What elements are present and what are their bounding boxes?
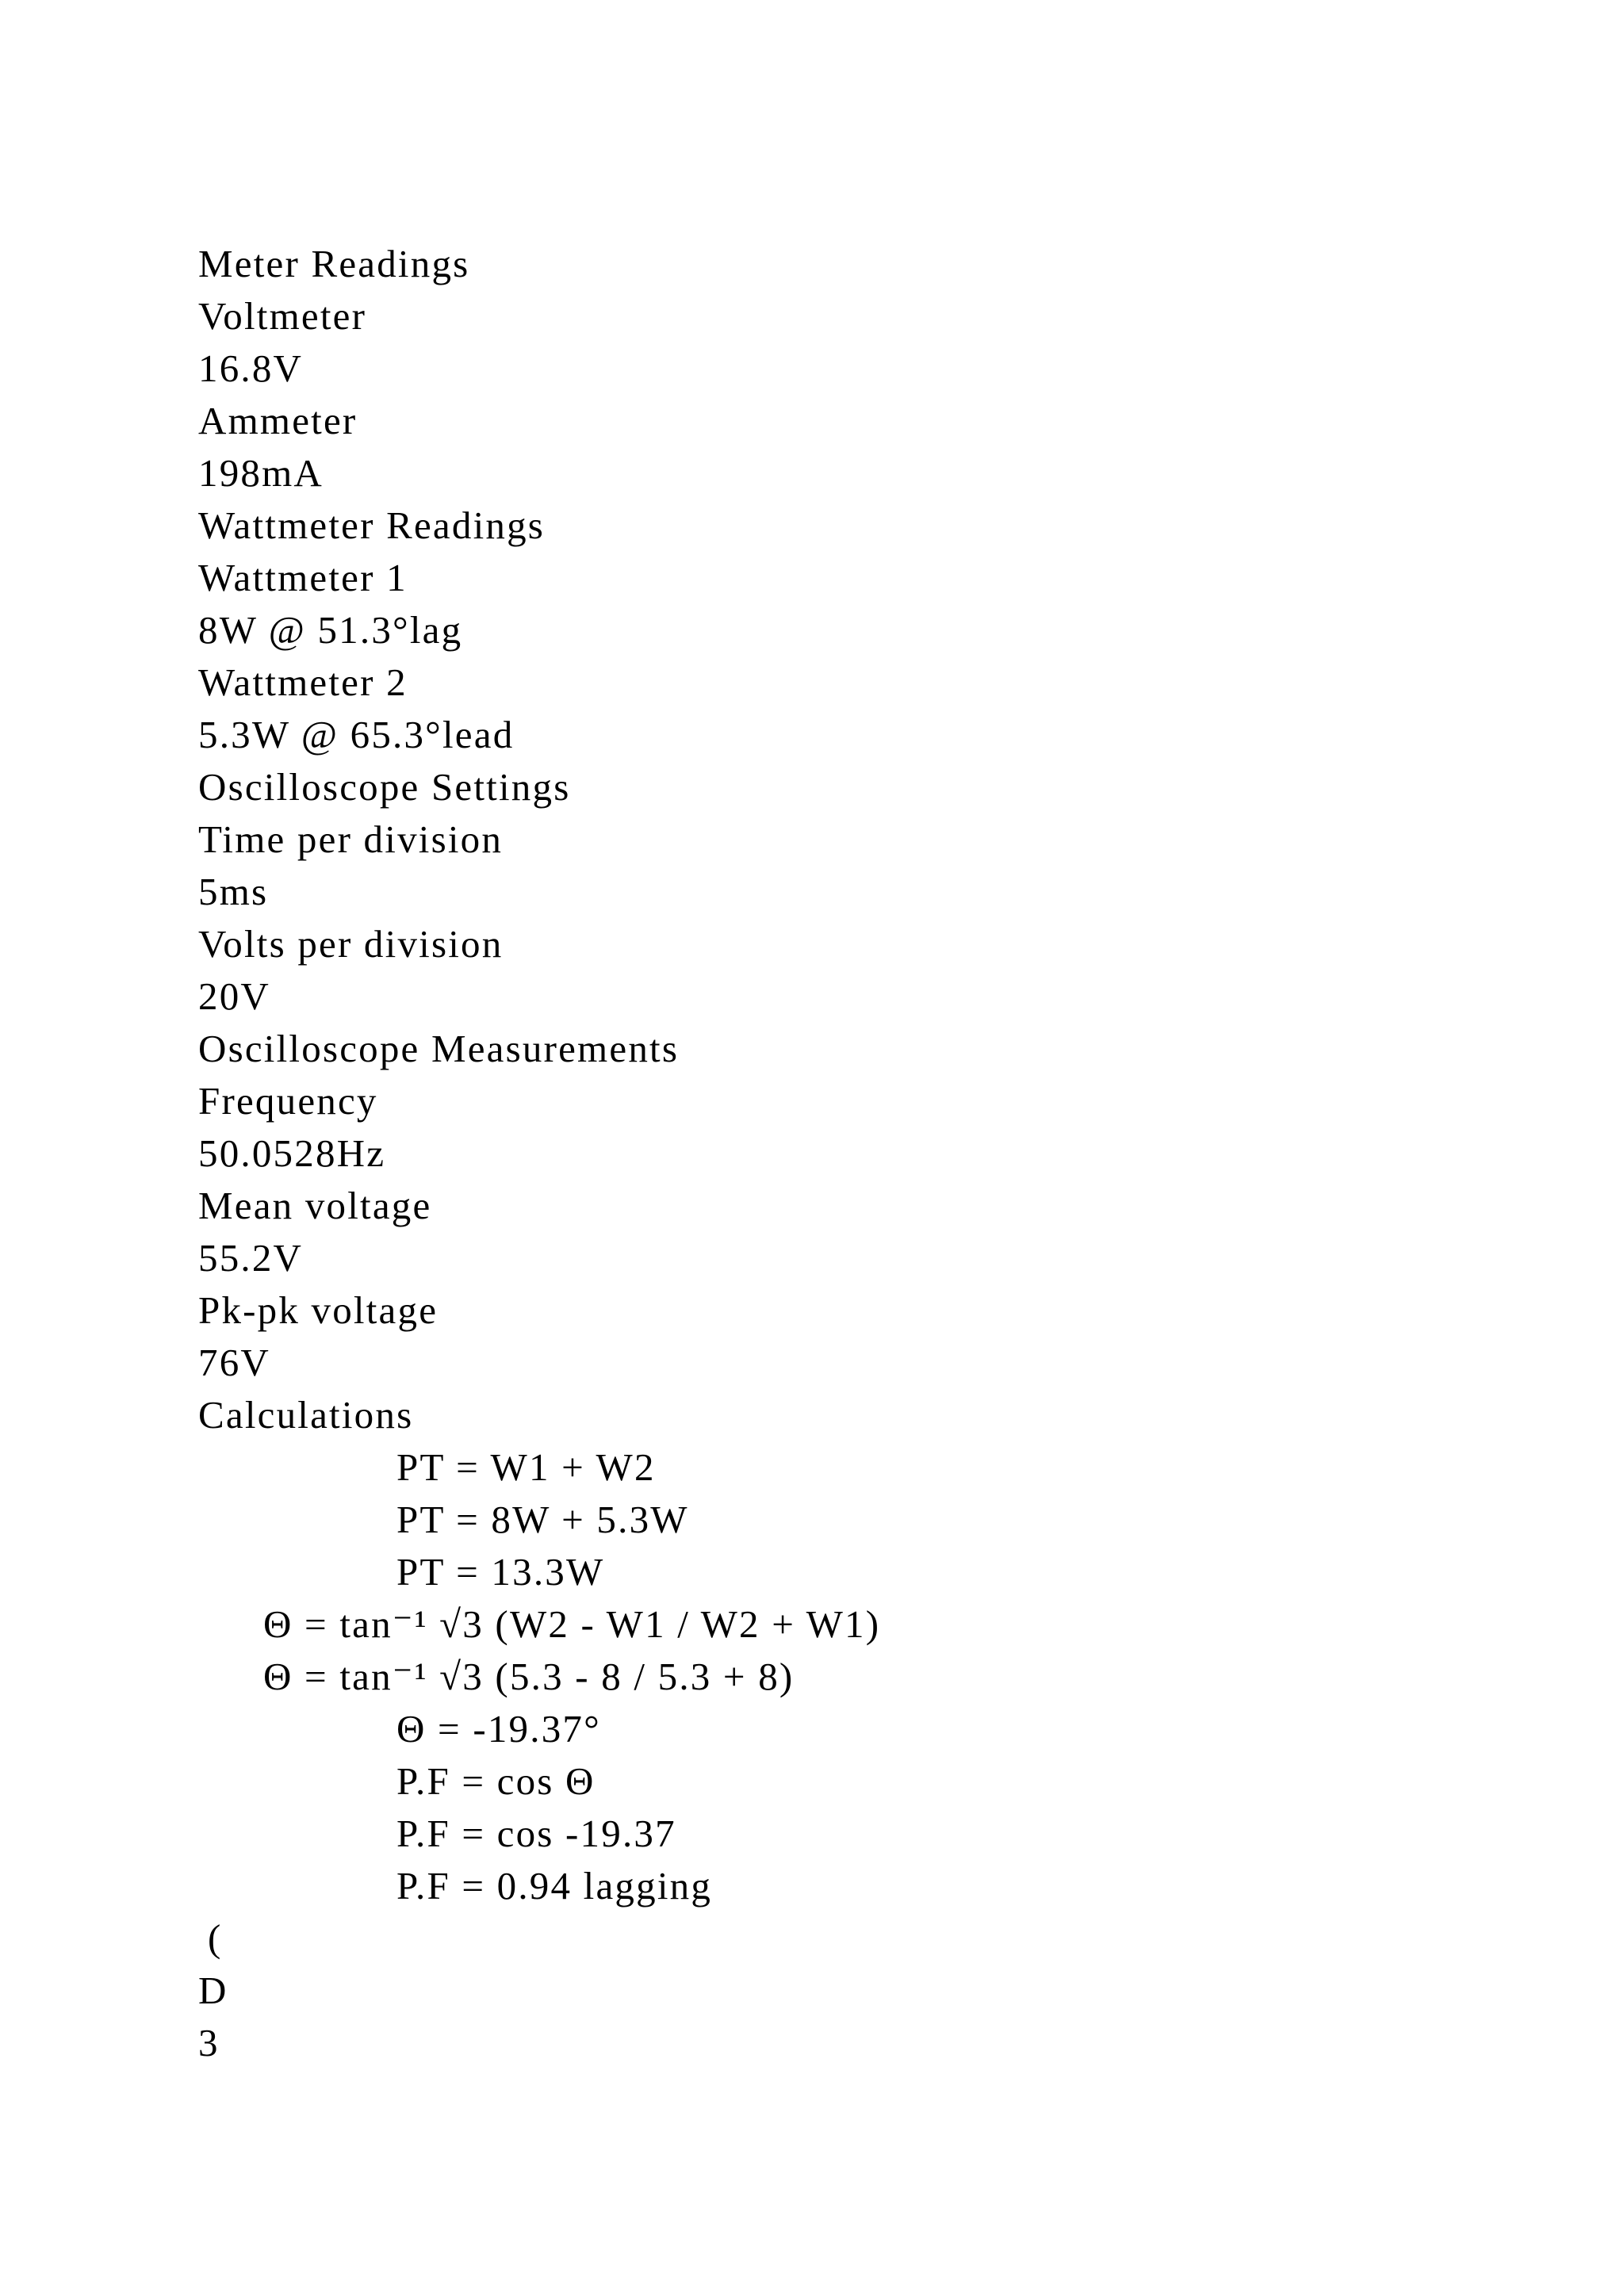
text-line: Θ = tan⁻¹ √3 (5.3 - 8 / 5.3 + 8) — [263, 1655, 795, 1698]
text-line: ( — [208, 1916, 223, 1960]
text-line: Volts per division — [198, 922, 504, 966]
text-line: 3 — [198, 2021, 220, 2064]
text-line: 50.0528Hz — [198, 1131, 386, 1175]
text-line: Pk-pk voltage — [198, 1288, 439, 1332]
text-line: Ammeter — [198, 399, 358, 442]
text-line: 55.2V — [198, 1236, 304, 1280]
text-line: 20V — [198, 974, 270, 1018]
text-line: PT = 13.3W — [396, 1550, 605, 1594]
text-line: Oscilloscope Settings — [198, 765, 571, 809]
text-line: P.F = cos Θ — [396, 1759, 596, 1803]
text-line: Oscilloscope Measurements — [198, 1027, 680, 1070]
text-line: 8W @ 51.3°lag — [198, 608, 463, 652]
text-line: Wattmeter 2 — [198, 660, 408, 704]
text-line: PT = W1 + W2 — [396, 1445, 656, 1489]
text-line: Voltmeter — [198, 294, 367, 338]
text-line: D — [198, 1969, 228, 2012]
text-line: Θ = tan⁻¹ √3 (W2 - W1 / W2 + W1) — [263, 1602, 881, 1646]
text-line: 16.8V — [198, 346, 304, 390]
text-line: Time per division — [198, 817, 504, 861]
text-line: Θ = -19.37° — [396, 1707, 601, 1751]
text-line: Wattmeter 1 — [198, 556, 408, 599]
text-line: 5ms — [198, 870, 269, 913]
text-line: 198mA — [198, 451, 324, 495]
text-line: Wattmeter Readings — [198, 503, 546, 547]
text-line: Calculations — [198, 1393, 414, 1437]
text-line: Mean voltage — [198, 1184, 432, 1227]
text-line: Frequency — [198, 1079, 378, 1123]
document-body — [0, 238, 1624, 2069]
text-line: P.F = cos -19.37 — [396, 1812, 676, 1855]
text-line: Meter Readings — [198, 242, 470, 285]
text-line: 5.3W @ 65.3°lead — [198, 713, 515, 756]
text-line: 76V — [198, 1341, 270, 1384]
text-line: P.F = 0.94 lagging — [396, 1864, 713, 1908]
text-line: PT = 8W + 5.3W — [396, 1498, 689, 1541]
